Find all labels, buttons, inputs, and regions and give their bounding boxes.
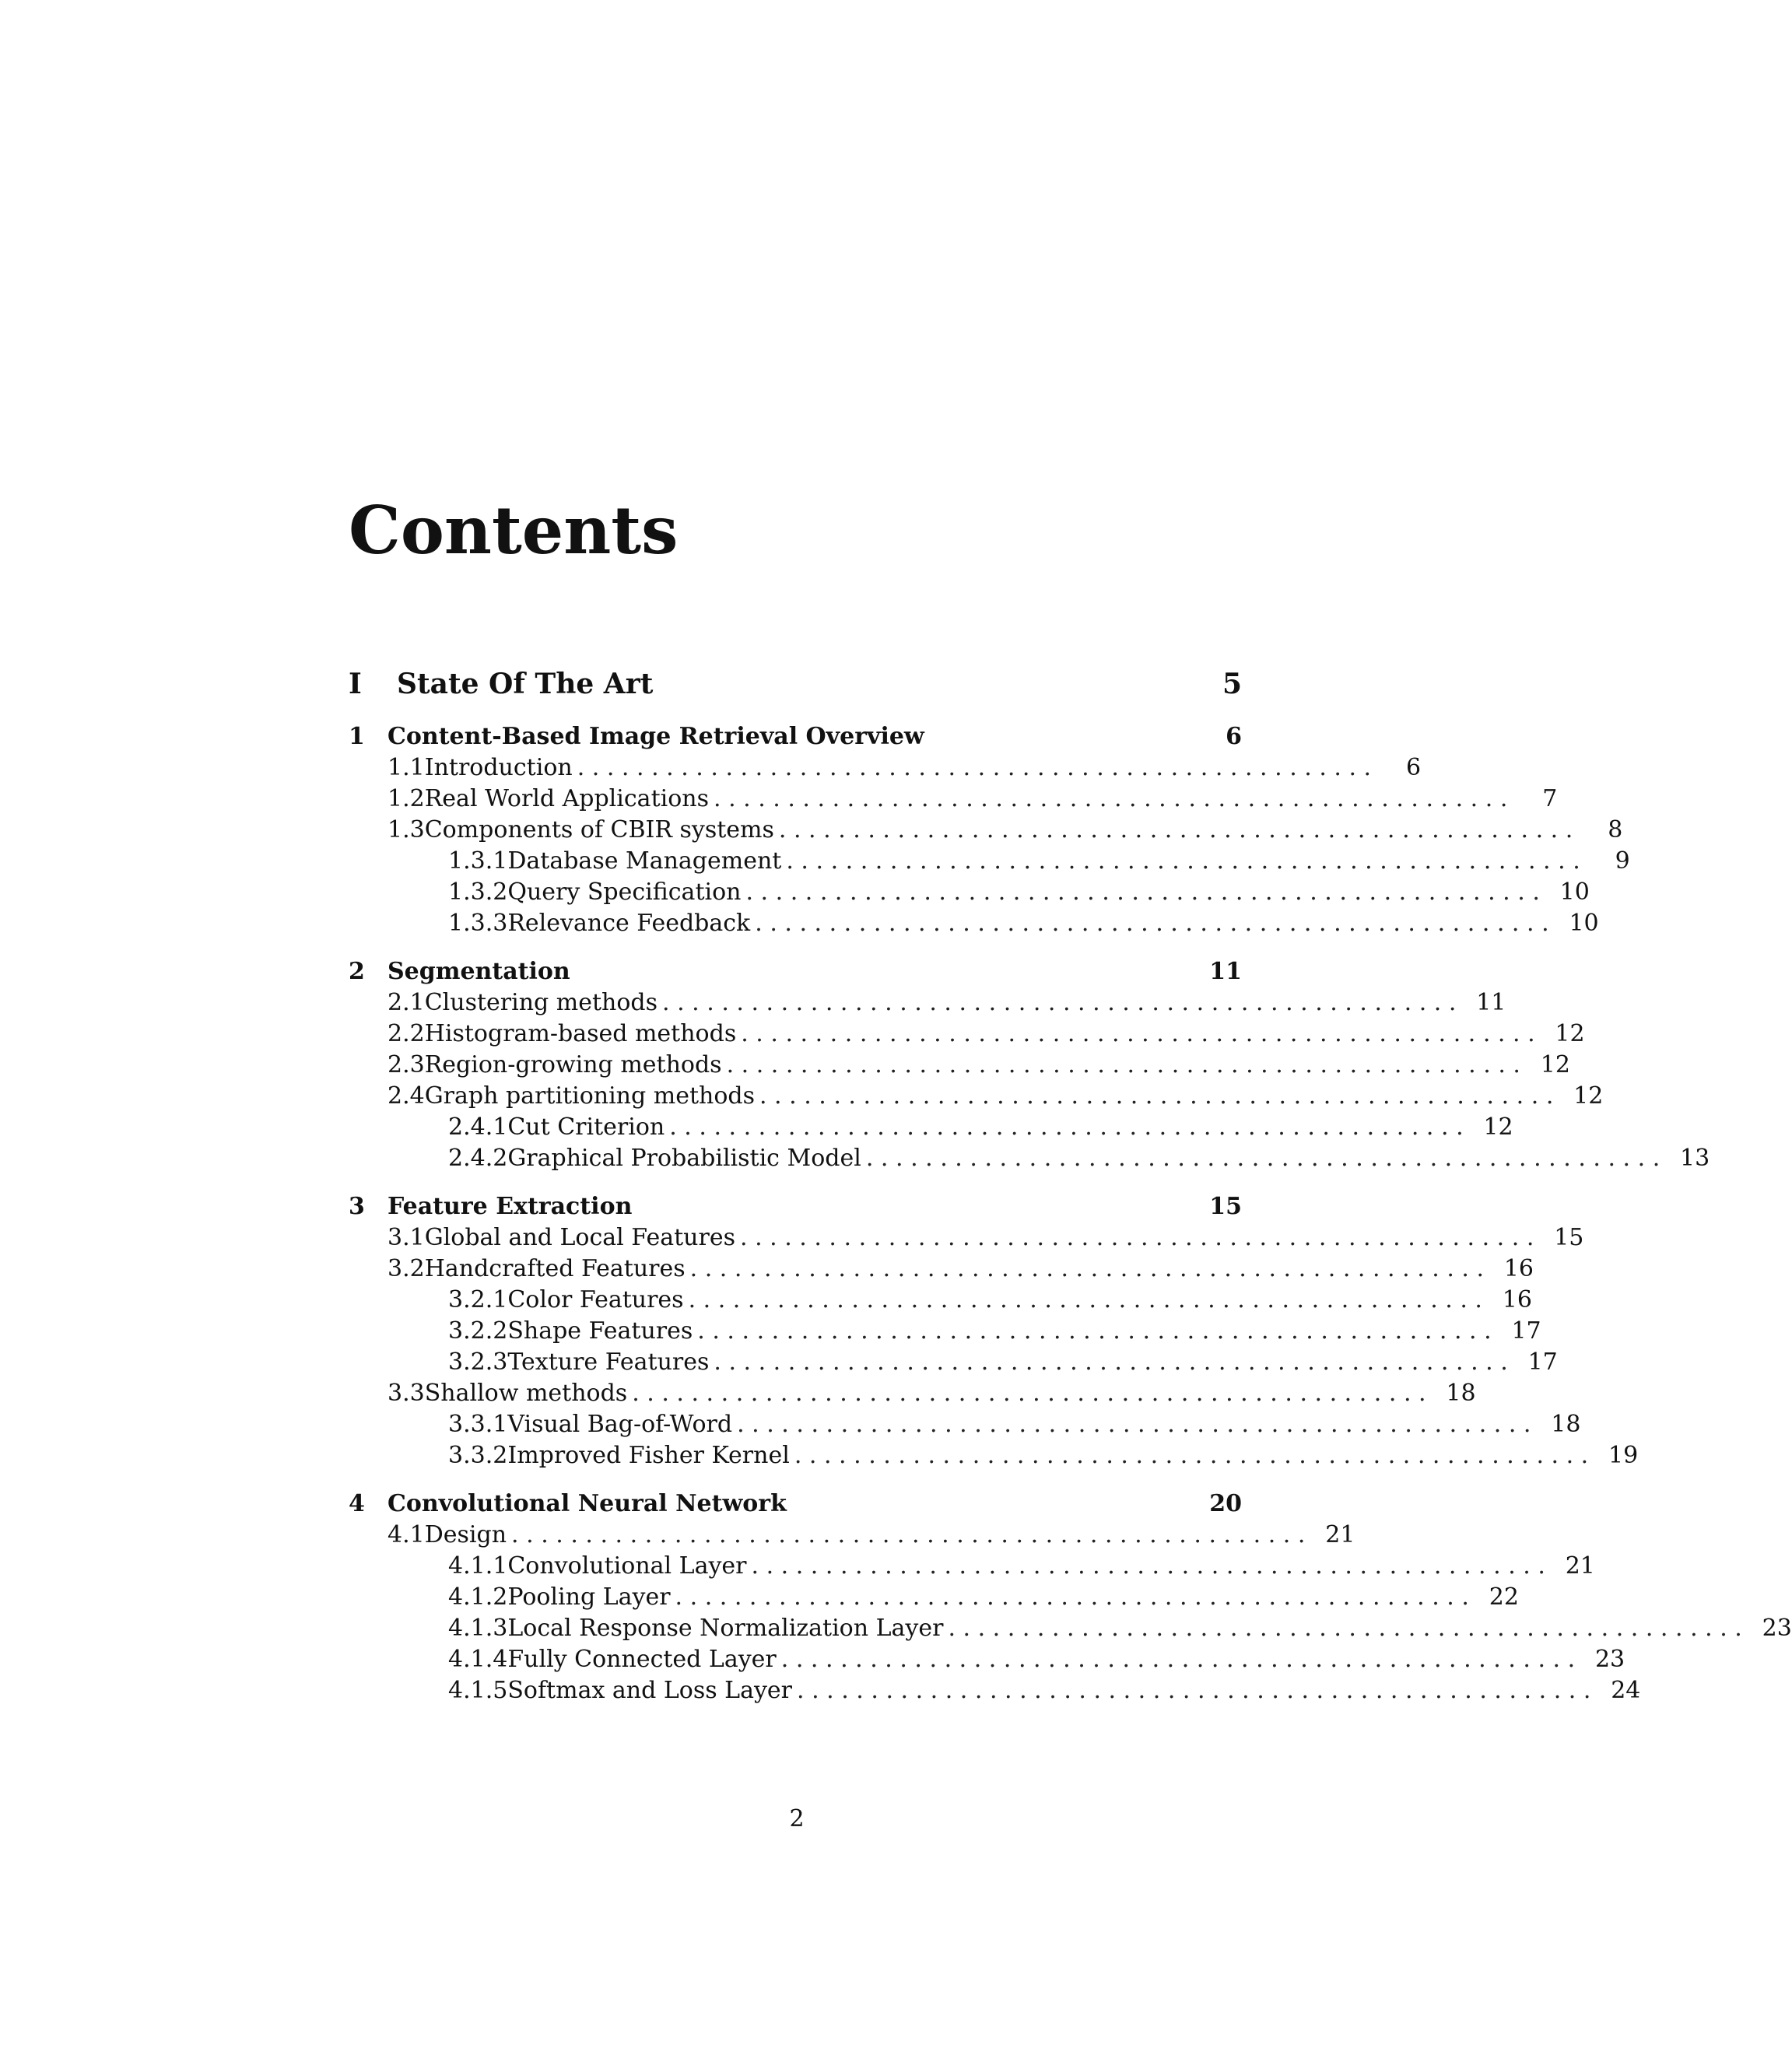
dot-leader: . . . . . . . . . . . . . . . . . . . . . . . . . . . . . . . . . . . . . . . . . . . . . . . . . . . . . . — [511, 1521, 1306, 1548]
chapter-page-number: 20 — [1209, 1490, 1242, 1517]
chapter-title: Convolutional Neural Network — [388, 1490, 787, 1517]
entry-page-number: 12 — [1483, 1113, 1513, 1141]
entry-number: 2.4.2 — [448, 1145, 508, 1172]
entry-number: 4.1.5 — [448, 1677, 508, 1704]
section-entry[interactable] — [349, 1254, 1534, 1285]
dot-leader: . . . . . . . . . . . . . . . . . . . . . . . . . . . . . . . . . . . . . . . . . . . . . . . . . . . . . . — [794, 1442, 1589, 1469]
entry-page-number: 23 — [1762, 1615, 1792, 1642]
entry-title: Local Response Normalization Layer — [507, 1615, 944, 1642]
entry-number: 4.1.2 — [448, 1583, 508, 1611]
dot-leader: . . . . . . . . . . . . . . . . . . . . . . . . . . . . . . . . . . . . . . . . . . . . . . . . . . . . . . — [780, 1646, 1576, 1673]
chapter-number: 4 — [349, 1490, 365, 1517]
entry-title: Improved Fisher Kernel — [507, 1442, 790, 1469]
subsection-entry[interactable] — [349, 877, 1590, 908]
entry-number: 3.3.1 — [448, 1411, 508, 1438]
chapter-page-number: 15 — [1209, 1193, 1242, 1220]
entry-title: Pooling Layer — [507, 1583, 671, 1611]
entry-page-number: 11 — [1476, 989, 1506, 1016]
entry-number: 1.3.2 — [448, 878, 508, 906]
entry-number: 4.1.3 — [448, 1615, 508, 1642]
entry-page-number: 12 — [1573, 1082, 1604, 1110]
dot-leader: . . . . . . . . . . . . . . . . . . . . . . . . . . . . . . . . . . . . . . . . . . . . . . . . . . . . . . — [632, 1380, 1426, 1407]
part-title: State Of The Art — [397, 668, 654, 700]
subsection-entry[interactable] — [349, 908, 1599, 939]
dot-leader: . . . . . . . . . . . . . . . . . . . . . . . . . . . . . . . . . . . . . . . . . . . . . . . . . . . . . . — [751, 1552, 1545, 1580]
entry-title: Graph partitioning methods — [424, 1082, 755, 1110]
entry-title: Introduction — [424, 754, 573, 781]
chapter-title: Feature Extraction — [388, 1193, 633, 1220]
entry-number: 1.3.3 — [448, 910, 508, 937]
page-number-footer: 2 — [789, 1805, 805, 1832]
entry-page-number: 10 — [1569, 910, 1599, 937]
subsection-entry[interactable] — [349, 1613, 1792, 1644]
chapter-block — [349, 721, 1630, 939]
section-entry[interactable] — [349, 1050, 1570, 1081]
chapter-title: Segmentation — [388, 958, 570, 985]
part-number: I — [349, 668, 362, 700]
subsection-entry[interactable] — [349, 1582, 1519, 1613]
dot-leader: . . . . . . . . . . . . . . . . . . . . . . . . . . . . . . . . . . . . . . . . . . . . . . . . . . . . . . — [786, 847, 1580, 875]
entry-page-number: 21 — [1565, 1552, 1595, 1580]
dot-leader: . . . . . . . . . . . . . . . . . . . . . . . . . . . . . . . . . . . . . . . . . . . . . . . . . . . . . . — [759, 1082, 1554, 1110]
entry-title: Database Management — [507, 847, 782, 875]
dot-leader: . . . . . . . . . . . . . . . . . . . . . . . . . . . . . . . . . . . . . . . . . . . . . . . . . . . . . . — [714, 1348, 1508, 1376]
dot-leader: . . . . . . . . . . . . . . . . . . . . . . . . . . . . . . . . . . . . . . . . . . . . . . . . . . . . . . — [697, 1317, 1492, 1345]
entry-title: Components of CBIR systems — [424, 816, 774, 843]
dot-leader: . . . . . . . . . . . . . . . . . . . . . . . . . . . . . . . . . . . . . . . . . . . . . . . . . . . . . . — [726, 1051, 1520, 1078]
dot-leader: . . . . . . . . . . . . . . . . . . . . . . . . . . . . . . . . . . . . . . . . . . . . . . . . . . . . . . — [948, 1615, 1742, 1642]
entry-page-number: 12 — [1540, 1051, 1570, 1078]
entry-title: Region-growing methods — [424, 1051, 722, 1078]
entry-title: Global and Local Features — [424, 1224, 735, 1251]
chapter-entry[interactable] — [349, 1191, 1242, 1222]
entry-page-number: 7 — [1542, 785, 1558, 812]
entry-title: Fully Connected Layer — [507, 1646, 777, 1673]
entry-number: 3.3 — [388, 1380, 425, 1407]
subsection-entry[interactable] — [349, 1675, 1641, 1706]
section-entry[interactable] — [349, 1378, 1476, 1409]
entry-page-number: 17 — [1511, 1317, 1541, 1345]
chapter-list — [349, 721, 1792, 1706]
entry-page-number: 6 — [1406, 754, 1422, 781]
dot-leader: . . . . . . . . . . . . . . . . . . . . . . . . . . . . . . . . . . . . . . . . . . . . . . . . . . . . . . — [778, 816, 1573, 843]
dot-leader: . . . . . . . . . . . . . . . . . . . . . . . . . . . . . . . . . . . . . . . . . . . . . . . . . . . . . . — [797, 1677, 1591, 1704]
entry-page-number: 9 — [1615, 847, 1630, 875]
chapter-page-number: 6 — [1226, 723, 1242, 750]
dot-leader: . . . . . . . . . . . . . . . . . . . . . . . . . . . . . . . . . . . . . . . . . . . . . . . . . . . . . . — [737, 1411, 1531, 1438]
entry-title: Clustering methods — [424, 989, 658, 1016]
entry-number: 2.3 — [388, 1051, 425, 1078]
entry-title: Graphical Probabilistic Model — [507, 1145, 861, 1172]
subsection-entry[interactable] — [349, 1316, 1541, 1347]
dot-leader: . . . . . . . . . . . . . . . . . . . . . . . . . . . . . . . . . . . . . . . . . . . . . . . . . . . . . . — [688, 1286, 1482, 1313]
chapter-entry[interactable] — [349, 956, 1242, 987]
entry-title: Handcrafted Features — [424, 1255, 686, 1282]
entry-title: Real World Applications — [424, 785, 709, 812]
entry-page-number: 10 — [1559, 878, 1590, 906]
entry-number: 1.2 — [388, 785, 425, 812]
subsection-entry[interactable] — [349, 1347, 1558, 1378]
entry-page-number: 13 — [1680, 1145, 1710, 1172]
entry-number: 3.2.1 — [448, 1286, 508, 1313]
entry-title: Query Specification — [507, 878, 742, 906]
dot-leader: . . . . . . . . . . . . . . . . . . . . . . . . . . . . . . . . . . . . . . . . . . . . . . . . . . . . . . — [755, 910, 1549, 937]
page-title: Contents — [349, 492, 679, 569]
dot-leader: . . . . . . . . . . . . . . . . . . . . . . . . . . . . . . . . . . . . . . . . . . . . . . . . . . . . . . — [740, 1224, 1534, 1251]
entry-number: 2.1 — [388, 989, 425, 1016]
chapter-block — [349, 1191, 1639, 1471]
entry-number: 3.3.2 — [448, 1442, 508, 1469]
part-entry[interactable] — [349, 665, 1242, 703]
entry-number: 3.2 — [388, 1255, 425, 1282]
entry-number: 4.1.1 — [448, 1552, 508, 1580]
entry-number: 3.2.3 — [448, 1348, 508, 1376]
entry-number: 1.1 — [388, 754, 425, 781]
chapter-block — [349, 956, 1710, 1174]
section-entry[interactable] — [349, 1520, 1355, 1551]
entry-page-number: 18 — [1551, 1411, 1581, 1438]
subsection-entry[interactable] — [349, 1440, 1639, 1471]
entry-number: 4.1 — [388, 1521, 425, 1548]
entry-page-number: 8 — [1608, 816, 1623, 843]
subsection-entry[interactable] — [349, 1551, 1595, 1582]
subsection-entry[interactable] — [349, 1143, 1710, 1174]
section-entry[interactable] — [349, 987, 1506, 1019]
entry-title: Cut Criterion — [507, 1113, 665, 1141]
entry-page-number: 17 — [1527, 1348, 1558, 1376]
chapter-number: 1 — [349, 723, 365, 750]
subsection-entry[interactable] — [349, 1112, 1513, 1143]
entry-page-number: 23 — [1594, 1646, 1625, 1673]
chapter-entry[interactable] — [349, 1489, 1242, 1520]
entry-page-number: 24 — [1611, 1677, 1641, 1704]
table-of-contents — [349, 665, 1792, 1706]
entry-number: 2.2 — [388, 1020, 425, 1047]
entry-title: Softmax and Loss Layer — [507, 1677, 793, 1704]
entry-number: 2.4.1 — [448, 1113, 508, 1141]
chapter-block — [349, 1489, 1792, 1706]
section-entry[interactable] — [349, 1222, 1584, 1254]
dot-leader: . . . . . . . . . . . . . . . . . . . . . . . . . . . . . . . . . . . . . . . . . . . . . . . . . . . . . . — [669, 1113, 1464, 1141]
entry-page-number: 19 — [1608, 1442, 1639, 1469]
entry-title: Shape Features — [507, 1317, 693, 1345]
dot-leader: . . . . . . . . . . . . . . . . . . . . . . . . . . . . . . . . . . . . . . . . . . . . . . . . . . . . . . — [741, 1020, 1535, 1047]
entry-title: Texture Features — [507, 1348, 710, 1376]
chapter-title: Content-Based Image Retrieval Overview — [388, 723, 924, 750]
entry-page-number: 16 — [1503, 1255, 1534, 1282]
dot-leader: . . . . . . . . . . . . . . . . . . . . . . . . . . . . . . . . . . . . . . . . . . . . . . . . . . . . . . — [577, 754, 1372, 781]
entry-page-number: 15 — [1554, 1224, 1584, 1251]
entry-number: 1.3 — [388, 816, 425, 843]
dot-leader: . . . . . . . . . . . . . . . . . . . . . . . . . . . . . . . . . . . . . . . . . . . . . . . . . . . . . . — [675, 1583, 1469, 1611]
chapter-page-number: 11 — [1209, 958, 1242, 985]
entry-title: Relevance Feedback — [507, 910, 751, 937]
entry-title: Visual Bag-of-Word — [507, 1411, 733, 1438]
section-entry[interactable] — [349, 1081, 1604, 1112]
subsection-entry[interactable] — [349, 1285, 1532, 1316]
entry-number: 3.2.2 — [448, 1317, 508, 1345]
entry-number: 3.1 — [388, 1224, 425, 1251]
subsection-entry[interactable] — [349, 846, 1630, 877]
dot-leader: . . . . . . . . . . . . . . . . . . . . . . . . . . . . . . . . . . . . . . . . . . . . . . . . . . . . . . — [689, 1255, 1485, 1282]
entry-number: 2.4 — [388, 1082, 425, 1110]
entry-page-number: 22 — [1489, 1583, 1519, 1611]
entry-page-number: 21 — [1325, 1521, 1355, 1548]
chapter-entry[interactable] — [349, 721, 1242, 752]
subsection-entry[interactable] — [349, 1644, 1625, 1675]
dot-leader: . . . . . . . . . . . . . . . . . . . . . . . . . . . . . . . . . . . . . . . . . . . . . . . . . . . . . . — [865, 1145, 1660, 1172]
chapter-number: 2 — [349, 958, 365, 985]
entry-title: Color Features — [507, 1286, 684, 1313]
section-entry[interactable] — [349, 752, 1422, 784]
section-entry[interactable] — [349, 1019, 1585, 1050]
entry-page-number: 12 — [1555, 1020, 1585, 1047]
dot-leader: . . . . . . . . . . . . . . . . . . . . . . . . . . . . . . . . . . . . . . . . . . . . . . . . . . . . . . — [714, 785, 1508, 812]
entry-title: Shallow methods — [424, 1380, 628, 1407]
part-page-number: 5 — [1222, 668, 1242, 700]
section-entry[interactable] — [349, 784, 1558, 815]
entry-number: 4.1.4 — [448, 1646, 508, 1673]
entry-title: Convolutional Layer — [507, 1552, 747, 1580]
section-entry[interactable] — [349, 815, 1623, 846]
subsection-entry[interactable] — [349, 1409, 1581, 1440]
entry-title: Histogram-based methods — [424, 1020, 737, 1047]
entry-number: 1.3.1 — [448, 847, 508, 875]
dot-leader: . . . . . . . . . . . . . . . . . . . . . . . . . . . . . . . . . . . . . . . . . . . . . . . . . . . . . . — [745, 878, 1540, 906]
entry-title: Design — [424, 1521, 507, 1548]
dot-leader: . . . . . . . . . . . . . . . . . . . . . . . . . . . . . . . . . . . . . . . . . . . . . . . . . . . . . . — [662, 989, 1457, 1016]
entry-page-number: 16 — [1502, 1286, 1532, 1313]
entry-page-number: 18 — [1446, 1380, 1476, 1407]
chapter-number: 3 — [349, 1193, 365, 1220]
